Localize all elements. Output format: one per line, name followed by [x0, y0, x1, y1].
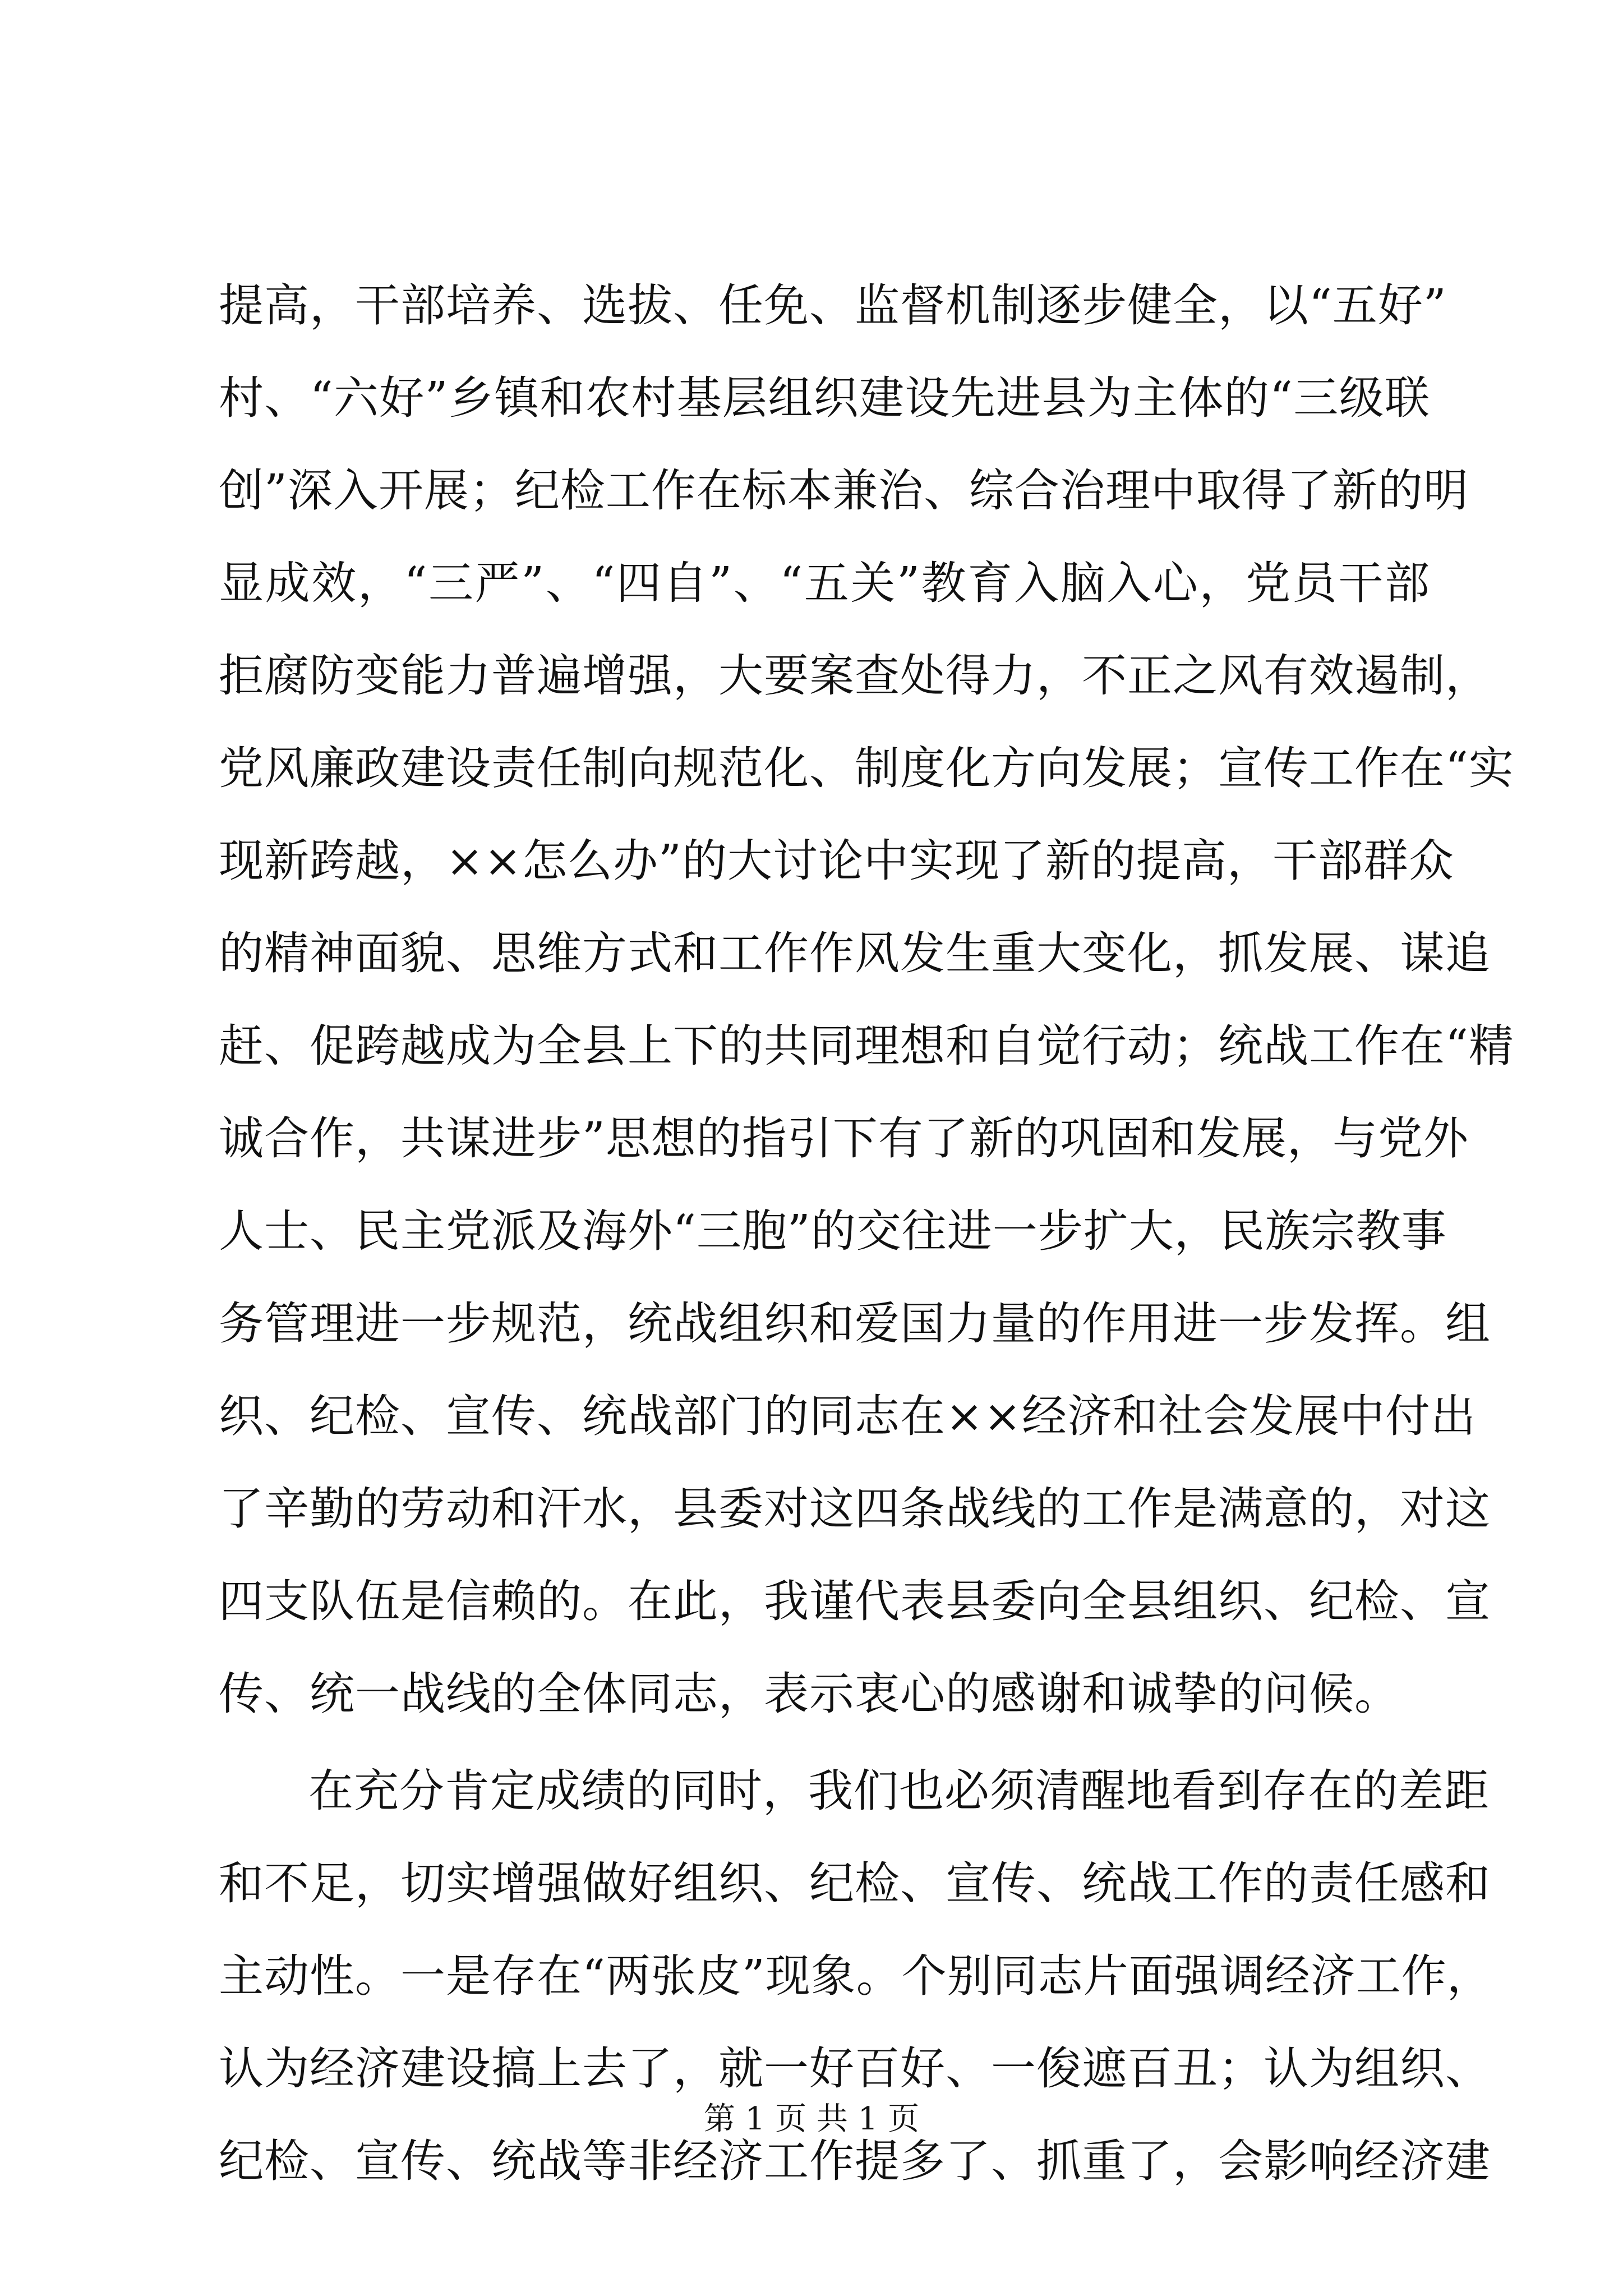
text-line: 现新跨越，××怎么办”的大讨论中实现了新的提高，干部群众	[219, 835, 1454, 887]
text-line: 人士、民主党派及海外“三胞”的交往进一步扩大，民族宗教事	[219, 1205, 1447, 1257]
text-line: 提高，干部培养、选拔、任免、监督机制逐步健全，以“五好”	[219, 279, 1447, 332]
text-line: 赶、促跨越成为全县上下的共同理想和自觉行动；统战工作在“精	[219, 1020, 1514, 1072]
text-line: 显成效，“三严”、“四自”、“五关”教育入脑入心，党员干部	[219, 557, 1430, 609]
text-line: 在充分肯定成绩的同时，我们也必须清醒地看到存在的差距	[308, 1765, 1490, 1817]
page-number-label: 第 1 页 共 1 页	[703, 2101, 920, 2137]
text-line: 拒腐防变能力普遍增强，大要案查处得力，不正之风有效遏制，	[219, 650, 1491, 702]
text-line: 的精神面貌、思维方式和工作作风发生重大变化，抓发展、谋追	[219, 927, 1491, 979]
text-line: 主动性。一是存在“两张皮”现象。个别同志片面强调经济工作，	[219, 1950, 1492, 2002]
document-body	[219, 259, 1514, 2207]
text-line: 创”深入开展；纪检工作在标本兼治、综合治理中取得了新的明	[219, 464, 1469, 517]
paragraph-1	[219, 259, 1514, 1740]
text-line: 和不足，切实增强做好组织、纪检、宣传、统战工作的责任感和	[219, 1857, 1491, 1910]
text-line: 纪检、宣传、统战等非经济工作提多了、抓重了，会影响经济建	[219, 2135, 1491, 2187]
text-line: 诚合作，共谋进步”思想的指引下有了新的巩固和发展，与党外	[219, 1112, 1469, 1165]
text-line: 党风廉政建设责任制向规范化、制度化方向发展；宣传工作在“实	[219, 742, 1514, 794]
text-line: 认为经济建设搞上去了，就一好百好、一俊遮百丑；认为组织、	[219, 2042, 1491, 2095]
text-line: 了辛勤的劳动和汗水，县委对这四条战线的工作是满意的，对这	[219, 1483, 1491, 1535]
paragraph-spacer	[219, 1740, 1430, 1745]
text-line: 织、纪检、宣传、统战部门的同志在××经济和社会发展中付出	[219, 1390, 1477, 1442]
text-line: 务管理进一步规范，统战组织和爱国力量的作用进一步发挥。组	[219, 1297, 1491, 1350]
text-line: 村、“六好”乡镇和农村基层组织建设先进县为主体的“三级联	[219, 372, 1430, 424]
page-footer	[0, 2097, 1623, 2142]
text-line: 四支队伍是信赖的。在此，我谨代表县委向全县组织、纪检、宣	[219, 1575, 1491, 1627]
text-line: 传、统一战线的全体同志，表示衷心的感谢和诚挚的问候。	[219, 1668, 1400, 1720]
